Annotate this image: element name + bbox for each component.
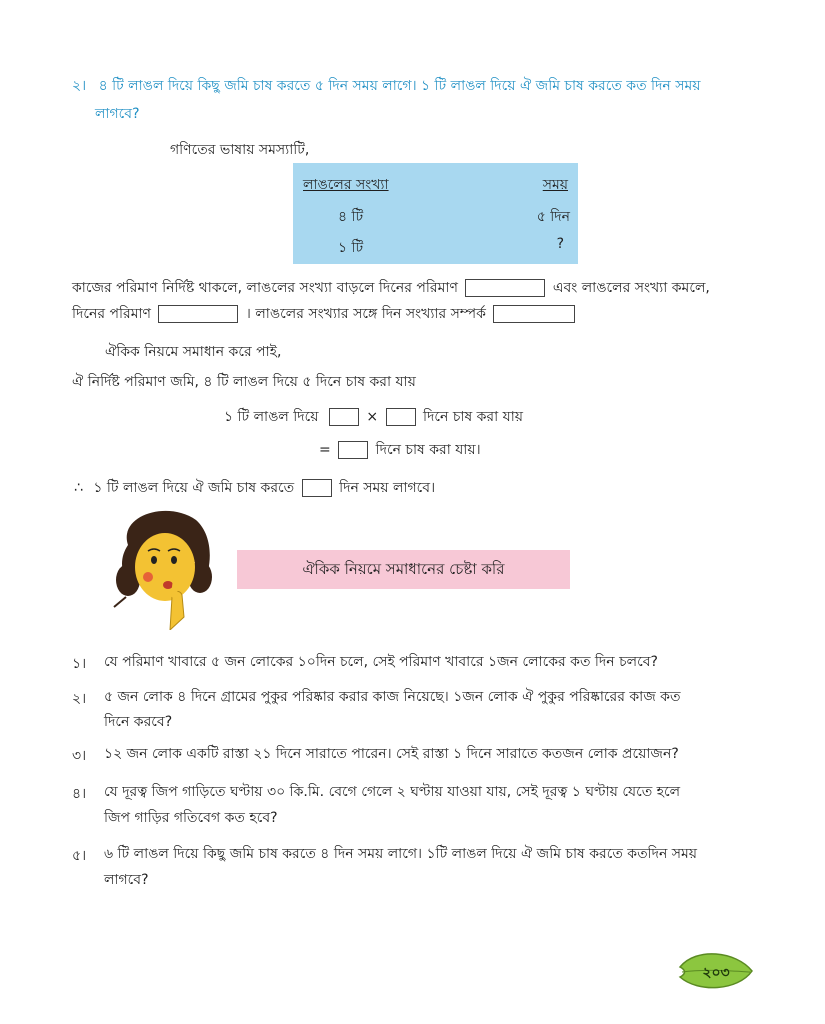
relation-text-2b: । লাঙলের সংখ্যার সঙ্গে দিন সংখ্যার সম্পর্ক <box>245 306 486 322</box>
blank-multiplier[interactable] <box>386 408 416 426</box>
exercise-5-line-2: লাগবে? <box>104 872 149 888</box>
exercise-3-number: ৩। <box>72 748 87 764</box>
table-header-time: সময় <box>542 177 568 193</box>
times-sign: × <box>366 409 379 425</box>
math-intro: গণিতের ভাষায় সমস্যাটি, <box>170 142 310 158</box>
equals-sign: = <box>319 442 331 458</box>
exercise-3-line-1: ১২ জন লোক একটি রাস্তা ২১ দিনে সারাতে পারেন। সেই রাস্তা ১ দিনে সারাতে কতজন লোক প্রয়োজন? <box>104 746 679 762</box>
exercise-4-line-2: জিপ গাড়ির গতিবেগ কত হবে? <box>104 810 278 826</box>
relation-line-2 <box>72 304 578 324</box>
exercise-2-line-1: ৫ জন লোক ৪ দিনে গ্রামের পুকুর পরিষ্কার করার কাজ নিয়েছে। ১জন লোক ঐ পুকুর পরিষ্কারের কাজ কত <box>104 689 681 705</box>
blank-relation[interactable] <box>493 305 575 323</box>
table-header-plow-count: লাঙলের সংখ্যা <box>303 177 389 193</box>
table-row-2-count: ১ টি <box>338 240 364 256</box>
relation-line-1 <box>72 278 710 298</box>
solution-line-2 <box>224 407 523 427</box>
exercise-5-line-1: ৬ টি লাঙল দিয়ে কিছু জমি চাষ করতে ৪ দিন সময় লাগে। ১টি লাঙল দিয়ে ঐ জমি চাষ করতে কতদিন সময় <box>104 846 698 862</box>
solution-text-2a: ১ টি লাঙল দিয়ে <box>224 409 319 425</box>
table-row-1-time: ৫ দিন <box>536 209 570 225</box>
relation-text-1b: এবং লাঙলের সংখ্যা কমলে, <box>552 280 710 296</box>
solution-intro: ঐকিক নিয়মে সমাধান করে পাই, <box>105 344 282 360</box>
problem-2-number: ২। <box>72 78 87 94</box>
problem-2-line-2: লাগবে? <box>95 106 140 122</box>
solution-text-2b: দিনে চাষ করা যায় <box>423 409 524 425</box>
exercise-4-number: ৪। <box>72 786 87 802</box>
relation-text-2a: দিনের পরিমাণ <box>72 306 152 322</box>
table-row-2-time: ? <box>556 236 564 252</box>
blank-increase[interactable] <box>465 279 545 297</box>
therefore-sign: ∴ <box>74 480 83 496</box>
exercise-5-number: ৫। <box>72 848 87 864</box>
exercise-4-line-1: যে দূরত্ব জিপ গাড়িতে ঘণ্টায় ৩০ কি.মি. বেগে গেলে ২ ঘণ্টায় যাওয়া যায়, সেই দূরত্ব ১ ঘণ্টায় যেতে হলে <box>104 784 681 800</box>
practice-banner: ঐকিক নিয়মে সমাধানের চেষ্টা করি <box>237 550 570 589</box>
blank-result[interactable] <box>338 441 368 459</box>
table-row-1-count: ৪ টি <box>338 209 364 225</box>
conclusion-text-b: দিন সময় লাগবে। <box>339 480 436 496</box>
thinking-girl-illustration <box>108 505 218 634</box>
exercise-1-number: ১। <box>72 656 87 672</box>
exercise-2-number: ২। <box>72 691 87 707</box>
conclusion-line <box>74 478 435 498</box>
blank-multiplicand[interactable] <box>329 408 359 426</box>
ratio-table <box>293 163 578 264</box>
solution-text-3b: দিনে চাষ করা যায়। <box>375 442 481 458</box>
blank-decrease[interactable] <box>158 305 238 323</box>
page-number: ২০৩ <box>702 965 730 981</box>
exercise-2-line-2: দিনে করবে? <box>104 714 173 730</box>
problem-2-line-1 <box>72 76 700 96</box>
exercise-1-line-1: যে পরিমাণ খাবারে ৫ জন লোকের ১০দিন চলে, সেই পরিমাণ খাবারে ১জন লোকের কত দিন চলবে? <box>104 654 658 670</box>
solution-line-3 <box>319 440 481 460</box>
conclusion-text-a: ১ টি লাঙল দিয়ে ঐ জমি চাষ করতে <box>93 480 295 496</box>
blank-answer[interactable] <box>302 479 332 497</box>
relation-text-1a: কাজের পরিমাণ নির্দিষ্ট থাকলে, লাঙলের সংখ্যা বাড়লে দিনের পরিমাণ <box>72 280 458 296</box>
solution-line-1: ঐ নির্দিষ্ট পরিমাণ জমি, ৪ টি লাঙল দিয়ে ৫ দিনে চাষ করা যায় <box>72 374 416 390</box>
problem-2-text: ৪ টি লাঙল দিয়ে কিছু জমি চাষ করতে ৫ দিন সময় লাগে। ১ টি লাঙল দিয়ে ঐ জমি চাষ করতে কত দিন সময় <box>98 78 701 94</box>
